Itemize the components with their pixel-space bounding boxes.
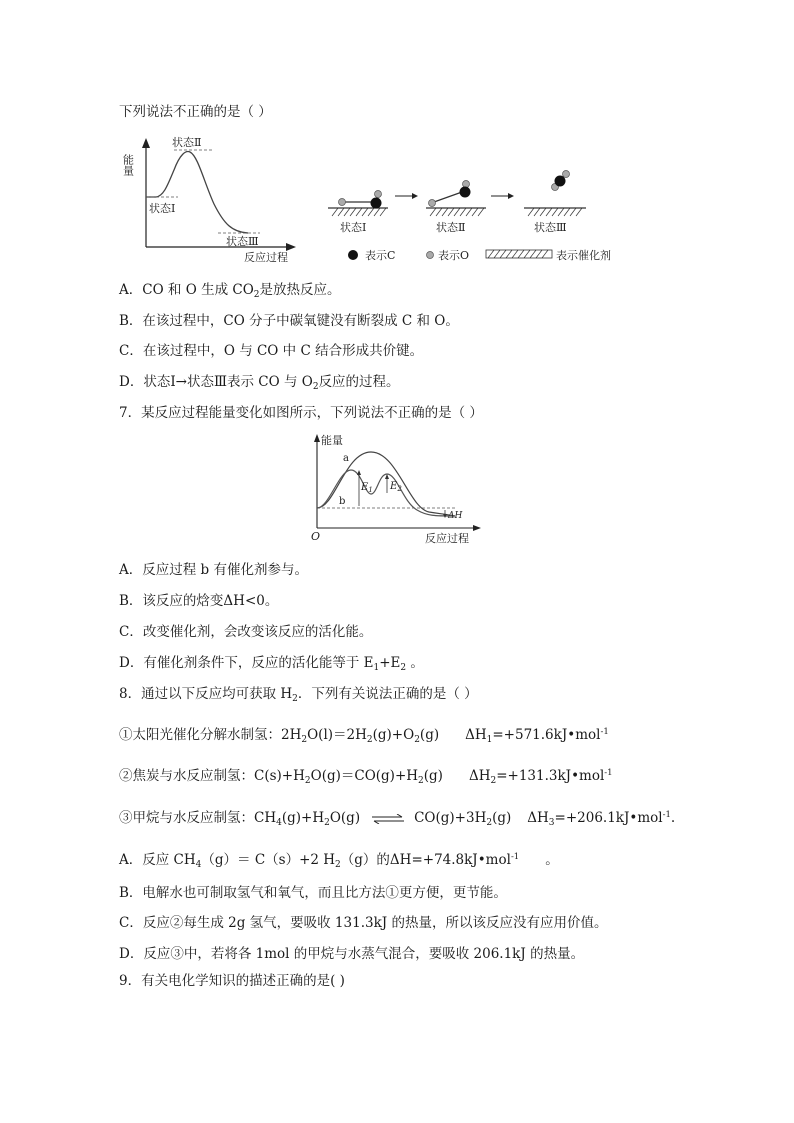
o-atom-icon (339, 199, 346, 206)
q6-option-b: B．在该过程中，CO 分子中碳氧键没有断裂成 C 和 O。 (119, 313, 459, 329)
energy-curve (146, 152, 248, 233)
q7-option-c: C．改变催化剂，会改变该反应的活化能。 (119, 624, 373, 640)
equilibrium-arrow-icon (372, 814, 404, 824)
q7-stem: 7．某反应过程能量变化如图所示，下列说法不正确的是（ ） (119, 405, 483, 421)
x-axis-arrow-icon (286, 243, 296, 251)
curve-a (317, 452, 455, 516)
legend-o: 表示O (438, 249, 470, 262)
e2-label: $E_2$ (390, 481, 402, 493)
y-axis-arrow-icon (142, 138, 150, 148)
question-intro: 下列说法不正确的是（ ） (119, 104, 272, 120)
figure-energy-profile-catalyst (120, 132, 620, 262)
q9-stem: 9．有关电化学知识的描述正确的是( ) (119, 973, 345, 989)
energy-axis-label: 能量 (321, 434, 343, 447)
c-atom-icon (348, 250, 358, 260)
stage3-label: 状态Ⅲ (534, 221, 567, 234)
q7-option-b: B．该反应的焓变ΔH<0。 (119, 593, 279, 609)
o-atom-icon (429, 200, 436, 207)
curve-b-label: b (339, 496, 346, 507)
c-atom-icon (371, 198, 382, 209)
arrow-right-icon (508, 193, 514, 199)
figure-activation-energy (305, 432, 485, 552)
e1-label: $E_1$ (361, 482, 373, 494)
q6-option-d: D．状态Ⅰ→状态Ⅲ表示 CO 与 $O_2$反应的过程。 (119, 374, 400, 392)
c-atom-icon (555, 176, 566, 187)
y-axis-arrow-icon (314, 434, 320, 442)
o-atom-icon (427, 252, 434, 259)
q8-option-c: C．反应②每生成 2g 氢气，要吸收 131.3kJ 的热量，所以该反应没有应用价值。 (119, 915, 608, 931)
legend-catalyst: 表示催化剂 (556, 249, 611, 262)
o-atom-icon (563, 171, 570, 178)
catalyst-legend-icon (486, 250, 552, 258)
stage2-label: 状态Ⅱ (436, 221, 466, 234)
legend-c: 表示C (365, 249, 396, 262)
q8-reaction-3: ③甲烷与水反应制氢：$CH_4(g)+H_2O(g)$ $CO(g)+3H_2(g)$ $\Delta H_3=+206.1kJ•mol^{-1}$. (119, 810, 676, 828)
arrow-right-icon (412, 193, 418, 199)
o-atom-icon (375, 191, 382, 198)
catalyst-stage-3 (524, 208, 586, 216)
q8-stem: 8．通过以下反应均可获取 $H_2$．下列有关说法正确的是（ ） (119, 686, 478, 704)
x-axis-label: 反应过程 (425, 532, 469, 545)
q8-reaction-1: ①太阳光催化分解水制氢：$2H_2O(l)=2H_2(g)+O_2(g)$ $\Delta H_1=+571.6kJ•mol^{-1}$ (119, 727, 609, 745)
q7-option-d: D．有催化剂条件下，反应的活化能等于 $E_1+E_2$ 。 (119, 655, 424, 673)
q8-reaction-2: ②焦炭与水反应制氢：$C(s)+H_2O(g)=CO(g)+H_2(g)$ $\Delta H_2=+131.3kJ•mol^{-1}$ (119, 768, 613, 786)
curve-a-label: a (343, 453, 349, 464)
dh-label: ΔH (448, 511, 463, 521)
state2-label: 状态Ⅱ (172, 136, 202, 149)
q7-option-a: A．反应过程 b 有催化剂参与。 (119, 562, 308, 578)
q8-option-a: A．反应 $CH_4(g)= C(s)+2$ $H_2(g)$的ΔH=+74.8kJ•mol$^{-1}$ 。 (119, 852, 559, 870)
q8-option-d: D．反应③中，若将各 1mol 的甲烷与水蒸气混合，要吸收 206.1kJ 的热量。 (119, 946, 585, 962)
o-atom-icon (463, 181, 470, 188)
q6-option-c: C．在该过程中，O 与 CO 中 C 结合形成共价键。 (119, 343, 424, 359)
c-atom-icon (460, 187, 471, 198)
energy-axis-label: 能量 (121, 154, 135, 176)
x-axis-arrow-icon (473, 525, 481, 531)
state3-label: 状态Ⅲ (226, 235, 259, 248)
q8-option-b: B．电解水也可制取氢气和氧气，而且比方法①更方便，更节能。 (119, 885, 507, 901)
q6-option-a: A．CO 和 O 生成 $CO_2$是放热反应。 (119, 282, 341, 300)
x-axis-label: 反应过程 (244, 251, 288, 262)
origin-label: O (311, 530, 321, 543)
state1-label: 状态Ⅰ (149, 202, 176, 215)
stage1-label: 状态Ⅰ (340, 221, 367, 234)
